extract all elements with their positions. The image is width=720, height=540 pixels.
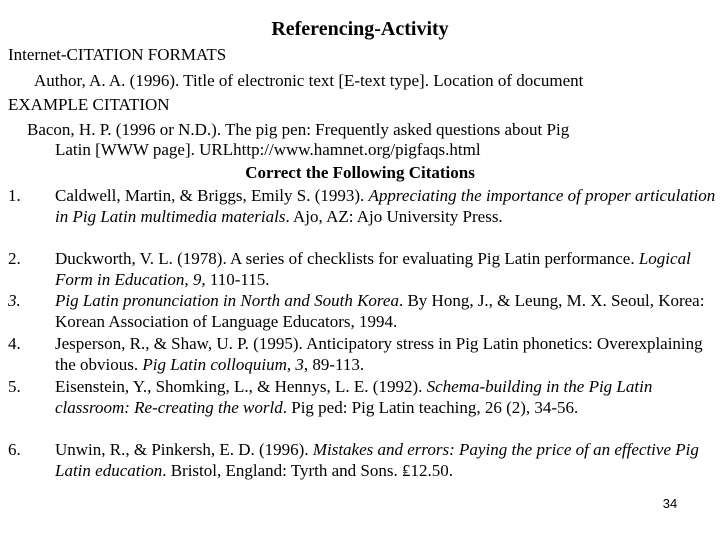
citation-number: 3. bbox=[8, 291, 21, 310]
citation-text: , 110-115. bbox=[201, 270, 270, 289]
citation-title: Appreciating the importance of proper articulation in Pig Latin multimedia materials bbox=[55, 186, 716, 226]
citation-text: . By Hong, J., & Leung, M. X. Seoul, Korea: Korean Association of Language Educators, 1994. bbox=[55, 291, 705, 331]
citation-number: 6. bbox=[8, 440, 21, 459]
citation-text: , 89-113. bbox=[303, 355, 365, 374]
citation-entry bbox=[55, 333, 717, 375]
citation-title: Logical Form in Education, 9 bbox=[55, 249, 691, 289]
citation-number: 1. bbox=[8, 186, 21, 205]
citation-text: . Bristol, England: Tyrth and Sons. ₤12.50. bbox=[162, 461, 454, 480]
citation-title: Pig Latin colloquium, 3 bbox=[142, 355, 304, 374]
citation-text: Jesperson, R., & Shaw, U. P. (1995). Anticipatory stress in Pig Latin phonetics: Overexplaining the obvious. bbox=[55, 334, 703, 374]
citation-entry bbox=[55, 185, 717, 227]
citation-text: . Ajo, AZ: Ajo University Press. bbox=[285, 207, 503, 226]
heading-citation-formats: Internet-CITATION FORMATS bbox=[8, 45, 227, 64]
example-citation-line-2: Latin [WWW page]. URLhttp://www.hamnet.org/pigfaqs.html bbox=[55, 140, 481, 159]
citation-title: Schema-building in the Pig Latin classroom: Re-creating the world bbox=[55, 377, 653, 417]
citation-title: Mistakes and errors: Paying the price of an effective Pig Latin education bbox=[55, 440, 699, 480]
citation-format-line: Author, A. A. (1996). Title of electronic text [E-text type]. Location of document bbox=[34, 71, 584, 90]
citation-number: 5. bbox=[8, 377, 21, 396]
citation-entry bbox=[55, 439, 717, 481]
citation-number: 4. bbox=[8, 334, 21, 353]
example-citation-line-1: Bacon, H. P. (1996 or N.D.). The pig pen: Frequently asked questions about Pig bbox=[27, 120, 570, 139]
citation-text: Duckworth, V. L. (1978). A series of checklists for evaluating Pig Latin performance. bbox=[55, 249, 639, 268]
page-number: 34 bbox=[662, 496, 678, 511]
citation-title: Pig Latin pronunciation in North and South Korea bbox=[55, 291, 399, 310]
citation-text: Unwin, R., & Pinkersh, E. D. (1996). bbox=[55, 440, 313, 459]
citation-text: Eisenstein, Y., Shomking, L., & Hennys, L. E. (1992). bbox=[55, 377, 427, 396]
citation-entry bbox=[55, 248, 717, 290]
citation-entry bbox=[55, 376, 717, 418]
citation-text: Caldwell, Martin, & Briggs, Emily S. (1993). bbox=[55, 186, 369, 205]
heading-example-citation: EXAMPLE CITATION bbox=[8, 95, 170, 114]
citation-entry bbox=[55, 290, 717, 332]
citation-text: . Pig ped: Pig Latin teaching, 26 (2), 34-56. bbox=[282, 398, 579, 417]
heading-correct-citations: Correct the Following Citations bbox=[245, 163, 475, 182]
page-title: Referencing-Activity bbox=[271, 18, 449, 40]
citation-number: 2. bbox=[8, 249, 21, 268]
